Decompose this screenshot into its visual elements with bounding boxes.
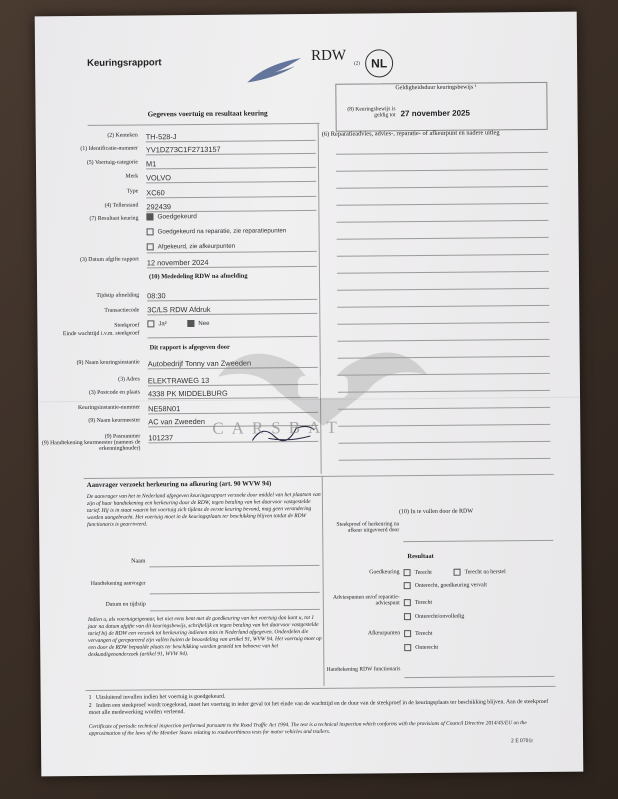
aanvrager-datum-label: Datum en tijdstip [105, 601, 146, 608]
checkbox-afkeur-terecht[interactable] [404, 630, 411, 637]
footnote-marker: (2) [354, 61, 360, 67]
advice-line [337, 237, 549, 240]
option-onterecht-vervalt[interactable]: Onterecht, goedkeuring vervalt [404, 581, 487, 589]
resultaat-title: Resultaat [407, 552, 434, 561]
institution-label: (3) Adres [118, 376, 140, 383]
steekproef-ja: Ja² [147, 320, 166, 327]
checkbox-terecht-herstel[interactable] [454, 569, 461, 576]
institution-value: AC van Zweeden [148, 416, 205, 427]
option-onvolledig[interactable]: Onterecht/onvolledig [404, 613, 464, 621]
steekproef-nee: Nee [187, 320, 209, 327]
institution-label: (9) Naam keurmeester [88, 417, 141, 424]
field-label: (2) Kenteken [107, 132, 138, 139]
transactie-value: 3C/LS RDW Afdruk [147, 304, 211, 315]
nl-country-badge: NL [365, 49, 393, 77]
institution-value: NE58N01 [148, 404, 181, 414]
field-label: (5) Voertuig-categorie [86, 159, 138, 166]
result-option-rejected: Afgekeurd, zie afkeurpunten [147, 243, 235, 251]
form-code: 2 E 0701r [511, 738, 534, 745]
field-value: VOLVO [146, 173, 172, 183]
institution-value: 101237 [148, 433, 174, 443]
institution-label: (9) Pasnummer [104, 433, 141, 440]
field-value: TH-528-J [145, 132, 177, 142]
footnote-2: 2 Indien een steekproef wordt toegekend, moet het voertuig in ieder geval tot het einde van de wachttijd en de duur van de steekproef in de keuringsplaats ter beschikking blijven. Aan de steekproef moet alle medewerking worden verleend. [88, 698, 549, 716]
rdw-signature-label: Handtekening RDW functionaris [326, 666, 401, 673]
checkbox-afkeur-onterecht[interactable] [404, 644, 411, 651]
field-value: M1 [145, 159, 157, 169]
field-label: (4) Tellerstand [104, 202, 139, 209]
advice-line [337, 288, 549, 291]
result-option-approved-after-repair: Goedgekeurd na reparatie, zie reparatiepunten [147, 227, 287, 235]
afmelding-title: (10) Mededeling RDW na afmelding [148, 272, 248, 281]
institution-label: Keuringsinstantie-nummer [77, 404, 141, 412]
rdw-feather-logo [245, 54, 305, 85]
advice-line [337, 271, 549, 274]
steekproef-uitgevoerd-label: Steekproef of herkeuring na afkeur uitgevoerd door [336, 521, 400, 534]
advice-line [339, 458, 551, 461]
aanvrager-title: Aanvrager verzoekt herkeuring na afkeuring (art. 90 WVW 94) [86, 480, 272, 489]
result-label: (7) Resultaat keuring [89, 215, 139, 222]
field-value: YV1DZ73C1F2713157 [145, 144, 221, 155]
field-label: (1) Identificatie-nummer [80, 145, 138, 152]
steekproef-label: Steekproef [114, 322, 140, 329]
result-option-approved: Goedgekeurd [146, 213, 196, 221]
tijdstip-value: 08:30 [147, 291, 166, 301]
checkbox-approved-repair [147, 228, 154, 235]
aanvrager-body: De aanvrager van het in Nederland afgegeven keuringsrapport verzoekt door middel van het plaatsen van zijn of haar handtekening een herkeuring door de RDW, tegen betaling van het daarvoor vastgestelde tarief. Hij is in staat waarin het voertuig zich tijdens de eerste keuring bevond, mag geen verandering worden aangebracht. Het voertuig moet in de keuringsplaats ter beschikking blijven totdat de RDW functionaris is gearriveerd. [86, 491, 321, 528]
field-label: Type [126, 188, 139, 195]
rdw-wordmark: RDW [310, 47, 347, 64]
institution-label: (3) Postcode en plaats [88, 389, 141, 396]
einde-wachttijd-label: Einde wachttijd i.v.m. steekproef [62, 330, 140, 338]
inspection-report-paper [35, 12, 584, 777]
option-afkeur-terecht[interactable]: Terecht [404, 630, 432, 637]
option-terecht-herstel[interactable]: Terecht na herstel [454, 568, 506, 575]
certificate-text: Certificate of periodic technical inspection performed pursuant to the Road Traffic Act 1994. The test is a technical inspection which conforms with the provisions of Council Directive 2014/45/EU on the approximation of the laws of the Member States relating to roadworthiness tests for motor vehicles and trailers. [88, 720, 527, 737]
validity-label: (8) Keuringsbewijs is geldig tot [347, 106, 396, 119]
checkbox-rejected [147, 243, 154, 250]
footnote-1: 1 Uitsluitend invullen indien het voertuig is goedgekeurd. [88, 693, 226, 701]
checkbox-onvolledig[interactable] [404, 613, 411, 620]
checkbox-onterecht-vervalt[interactable] [404, 582, 411, 589]
repair-advice-title: (6) Reparatieadvies, advies-, reparatie- of afkeurpunt en nadere uitleg [321, 129, 500, 138]
checkbox-ja [147, 320, 154, 327]
vehicle-section-title: Gegevens voertuig en resultaat keuring [147, 109, 268, 119]
report-title: Keuringsrapport [87, 57, 162, 69]
advice-line [337, 254, 549, 257]
institution-value: Autobedrijf Tonny van Zweeden [147, 358, 252, 369]
institution-value: ELEKTRAWEG 13 [147, 375, 210, 386]
goedkeuring-label: Goedkeuring [369, 569, 400, 576]
checkbox-nee [187, 320, 194, 327]
advies-label: Adviespunten en/of reparatieadviespunt [332, 594, 400, 607]
advice-line [337, 322, 549, 325]
institution-value: 4338 PK MIDDELBURG [147, 388, 228, 399]
carsbat-watermark-text: CARSBAT [212, 417, 345, 438]
aanvrager-naam-label: Naam [131, 558, 146, 565]
field-value: 292439 [146, 202, 172, 212]
option-afkeur-onterecht[interactable]: Onterecht [404, 644, 438, 651]
advice-line [336, 220, 548, 223]
checkbox-advies-terecht[interactable] [404, 599, 411, 606]
checkbox-terecht[interactable] [404, 569, 411, 576]
institution-label: (9) Naam keuringsinstantie [76, 359, 140, 367]
validity-title: Geldigheidsduur keuringsbewijs ¹ [395, 84, 477, 92]
advice-line [336, 152, 548, 155]
advice-line [336, 203, 548, 206]
issued-by-title: Dit rapport is afgegeven door [149, 343, 230, 352]
field-value: XC60 [146, 188, 165, 198]
herkeuring-body: Indien u, als voertuigeigenaar, het niet eens bent met de goedkeuring van het voertuig dan kunt u, tot 1 jaar na datum afgifte van dit keuringsbewijs, schriftelijk en tegen betaling van het daarvoor vastgestelde tarief bij de RDW een verzoek tot herkeuring indienen mits in Nederland afgegeven. Onderdelen die vervangen of gerepareerd zijn vallen buiten de beoordeling van artikel 91, WVW 94. Het voertuig moet op een door de RDW bepaalde plaats ter beschikking worden gesteld ten behoeve van het deskundigenonderzoek (artikel 91, WVW 94). [87, 614, 322, 658]
transactie-label: Transactiecode [104, 307, 140, 314]
option-terecht[interactable]: Terecht [404, 569, 432, 576]
date-label: (3) Datum afgifte rapport [80, 256, 139, 263]
tijdstip-label: Tijdstip afmelding [96, 292, 140, 299]
aanvrager-signature-label: Handtekening aanvrager [90, 580, 146, 587]
date-value: 12 november 2024 [146, 257, 209, 268]
afkeurpunten-label: Afkeurpunten [367, 630, 401, 637]
signature-label: (9) Handtekening keurmeester (namens de erkenninghouder) [41, 439, 141, 452]
advice-line [336, 186, 548, 189]
field-label: Merk [125, 173, 139, 180]
rdw-fill-title: (10) In te vullen door de RDW [399, 508, 474, 516]
checkbox-approved [146, 213, 153, 220]
advice-line [336, 169, 548, 172]
validity-date: 27 november 2025 [400, 108, 470, 119]
option-advies-terecht[interactable]: Terecht [404, 599, 432, 606]
advice-line [337, 305, 549, 308]
